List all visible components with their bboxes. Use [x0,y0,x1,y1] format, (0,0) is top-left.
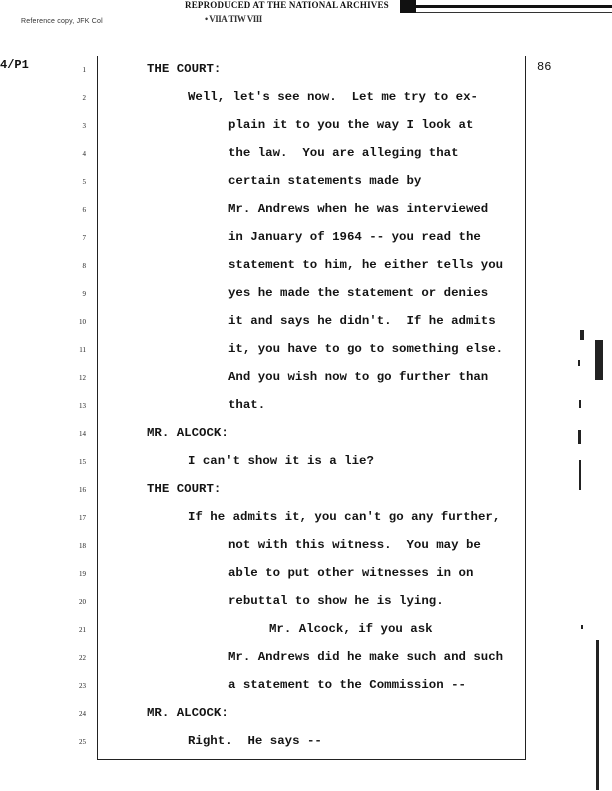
transcript-line [0,174,540,192]
line-number: 14 [79,430,86,438]
speaker-label: MR. ALCOCK: [147,706,229,720]
line-text: plain it to you the way I look at [228,118,474,132]
transcript-line [0,258,540,276]
line-number: 23 [79,682,86,690]
scan-speck [596,640,599,790]
line-number: 4 [82,150,86,158]
line-number: 17 [79,514,86,522]
line-text: that. [228,398,266,412]
transcript-line [0,370,540,388]
line-number: 3 [82,122,86,130]
line-text: it, you have to go to something else. [228,342,504,356]
left-margin-mark: 4/P1 [0,58,29,72]
line-text: Right. He says -- [188,734,322,748]
stamp-block [400,0,416,13]
line-text: it and says he didn't. If he admits [228,314,496,328]
transcript-line [0,426,540,444]
line-text: And you wish now to go further than [228,370,489,384]
line-text: Mr. Alcock, if you ask [269,622,433,636]
scan-speck [579,400,581,408]
transcript-line [0,118,540,136]
scan-speck [578,360,580,366]
line-number: 19 [79,570,86,578]
line-text: certain statements made by [228,174,422,188]
transcript-line [0,594,540,612]
line-number: 11 [79,346,86,354]
line-number: 18 [79,542,86,550]
speaker-label: MR. ALCOCK: [147,426,229,440]
line-number: 10 [79,318,86,326]
bottom-rule [97,759,526,760]
transcript-line [0,482,540,500]
archive-stamp: REPRODUCED AT THE NATIONAL ARCHIVES [185,0,389,10]
line-text: I can't show it is a lie? [188,454,374,468]
transcript-line [0,90,540,108]
line-text: in January of 1964 -- you read the [228,230,481,244]
line-number: 22 [79,654,86,662]
scan-speck [578,430,581,444]
line-number: 15 [79,458,86,466]
transcript-line [0,706,540,724]
transcript-line [0,538,540,556]
line-number: 8 [82,262,86,270]
line-number: 5 [82,178,86,186]
line-number: 6 [82,206,86,214]
scan-speck [579,460,581,490]
speaker-label: THE COURT: [147,482,222,496]
scan-speck [595,340,603,380]
line-number: 21 [79,626,86,634]
line-text: not with this witness. You may be [228,538,481,552]
speaker-label: THE COURT: [147,62,222,76]
line-text: Mr. Andrews when he was interviewed [228,202,489,216]
transcript-line [0,734,540,752]
line-number: 25 [79,738,86,746]
scan-speck [580,330,584,340]
line-number: 12 [79,374,86,382]
line-number: 2 [82,94,86,102]
line-text: statement to him, he either tells you [228,258,504,272]
transcript-line [0,566,540,584]
line-text: Mr. Andrews did he make such and such [228,650,504,664]
transcript-line [0,230,540,248]
stamp-rule-thin [416,12,612,13]
stamp-subtext: • VIIA TIW VIII [205,14,262,24]
transcript-line [0,286,540,304]
transcript-line [0,398,540,416]
line-text: If he admits it, you can't go any further, [188,510,501,524]
transcript-line [0,650,540,668]
line-number: 13 [79,402,86,410]
page-number: 86 [537,60,552,74]
transcript-line [0,314,540,332]
line-text: Well, let's see now. Let me try to ex- [188,90,478,104]
transcript-line [0,146,540,164]
transcript-line [0,202,540,220]
line-number: 7 [82,234,86,242]
line-number: 9 [82,290,86,298]
line-text: able to put other witnesses in on [228,566,474,580]
line-number: 20 [79,598,86,606]
transcript-line [0,678,540,696]
transcript-line [0,454,540,472]
line-number: 16 [79,486,86,494]
line-text: rebuttal to show he is lying. [228,594,444,608]
transcript-line [0,622,540,640]
transcript-line [0,510,540,528]
stamp-rule [416,5,612,8]
scan-speck [581,625,583,629]
line-text: a statement to the Commission -- [228,678,466,692]
reference-copy-label: Reference copy, JFK Col [21,18,103,25]
transcript-line [0,62,540,80]
line-number: 1 [82,66,86,74]
line-text: yes he made the statement or denies [228,286,489,300]
line-text: the law. You are alleging that [228,146,459,160]
line-number: 24 [79,710,86,718]
transcript-line [0,342,540,360]
